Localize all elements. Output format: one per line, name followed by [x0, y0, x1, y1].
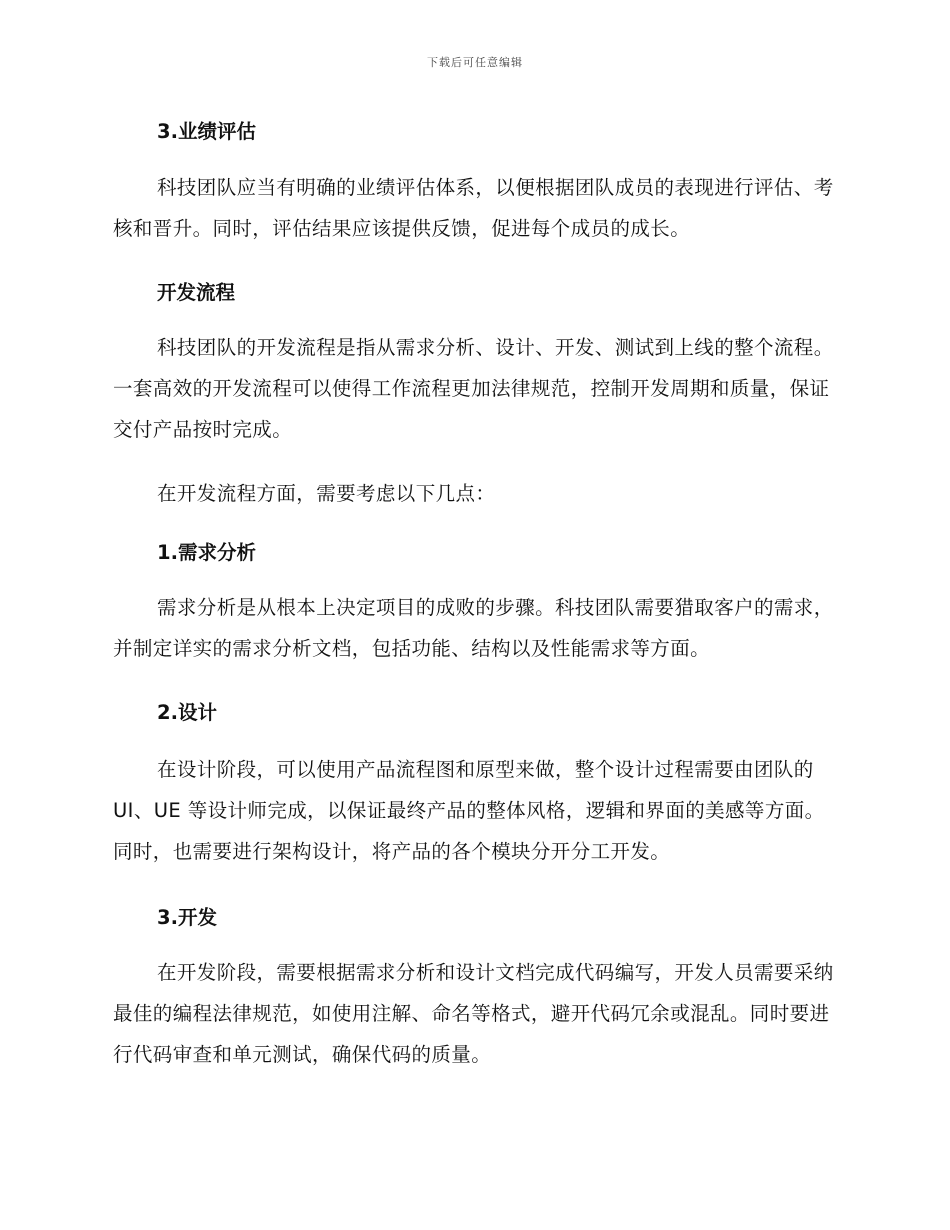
paragraph-performance: 科技团队应当有明确的业绩评估体系，以便根据团队成员的表现进行评估、考核和晋升。同时，评估结果应该提供反馈，促进每个成员的成长。 — [113, 176, 834, 240]
paragraph-requirements: 需求分析是从根本上决定项目的成败的步骤。科技团队需要猎取客户的需求，并制定详实的需求分析文档，包括功能、结构以及性能需求等方面。 — [113, 596, 834, 660]
paragraph-points: 在开发流程方面，需要考虑以下几点： — [157, 482, 496, 505]
section-heading-performance: 3.业绩评估 — [157, 120, 256, 143]
paragraph-process: 科技团队的开发流程是指从需求分析、设计、开发、测试到上线的整个流程。一套高效的开发流程可以使得工作流程更加法律规范，控制开发周期和质量，保证交付产品按时完成。 — [113, 336, 834, 441]
section-heading-process: 开发流程 — [157, 281, 236, 304]
page-header: 下载后可任意编辑 — [427, 56, 523, 69]
section-heading-requirements: 1.需求分析 — [157, 541, 256, 564]
paragraph-design: 在设计阶段，可以使用产品流程图和原型来做，整个设计过程需要由团队的 UI、UE 等设计师完成，以保证最终产品的整体风格，逻辑和界面的美感等方面。同时，也需要进行架构设计，将产品的各个模块分开分工开发。 — [113, 758, 825, 863]
section-heading-design: 2.设计 — [157, 701, 217, 724]
paragraph-development: 在开发阶段，需要根据需求分析和设计文档完成代码编写，开发人员需要采纳最佳的编程法律规范，如使用注解、命名等格式，避开代码冗余或混乱。同时要进行代码审查和单元测试，确保代码的质量。 — [113, 961, 834, 1066]
section-heading-development: 3.开发 — [157, 906, 217, 929]
